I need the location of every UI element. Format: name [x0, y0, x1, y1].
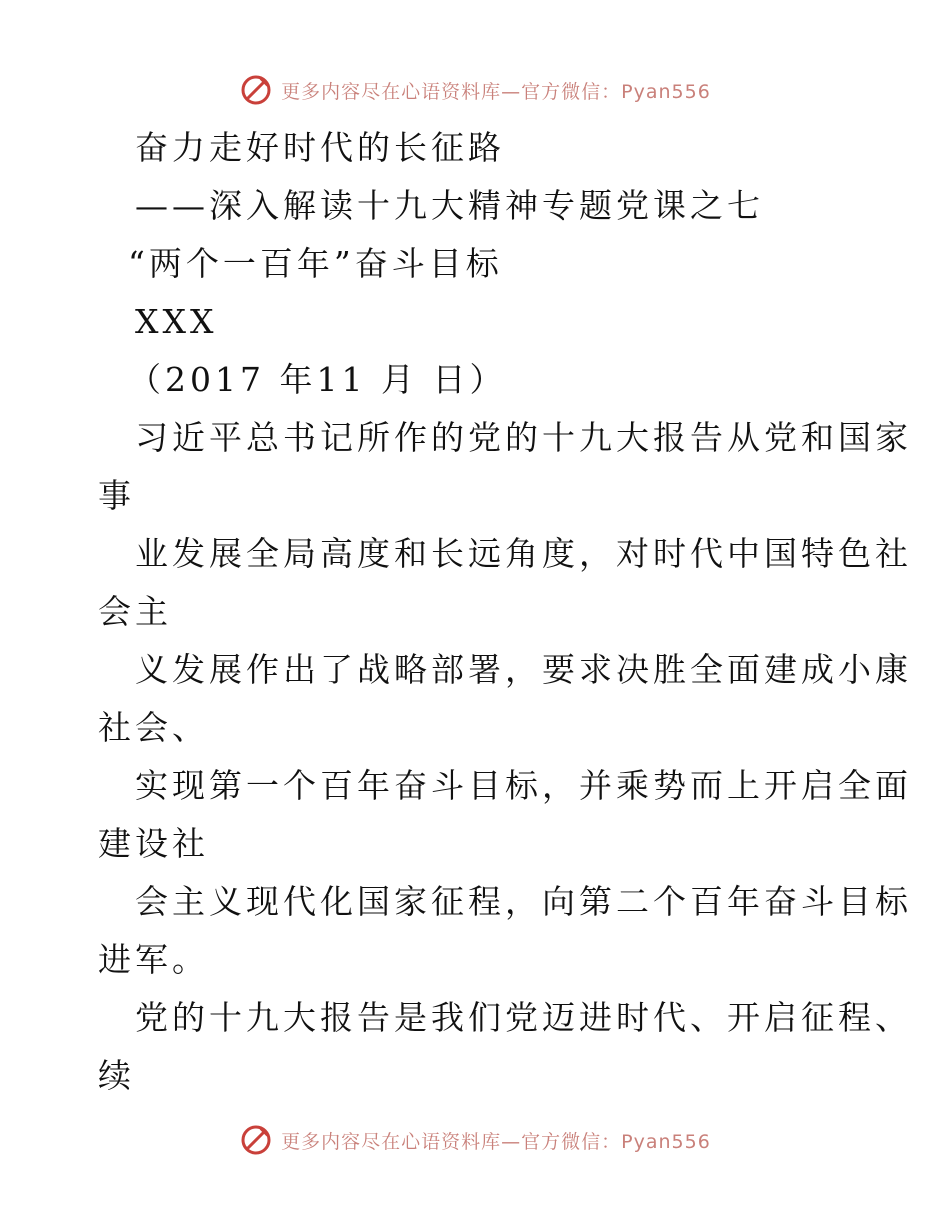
document-title: 奋力走好时代的长征路: [135, 128, 505, 167]
body-line: 业发展全局高度和长远角度，对时代中国特色社: [135, 534, 912, 573]
body-line: 实现第一个百年奋斗目标，并乘势而上开启全面: [135, 766, 912, 805]
body-line: 建设社: [98, 824, 209, 863]
body-line: 进军。: [98, 940, 209, 979]
body-line: 义发展作出了战略部署，要求决胜全面建成小康: [135, 650, 912, 689]
document-topic: “两个一百年”奋斗目标: [128, 244, 503, 283]
body-line: 社会、: [98, 708, 209, 747]
body-line: 事: [98, 476, 135, 515]
body-line: 续: [98, 1056, 135, 1095]
document-subtitle: ——深入解读十九大精神专题党课之七: [135, 186, 764, 225]
body-line: 习近平总书记所作的党的十九大报告从党和国家: [135, 418, 912, 457]
seal-logo-icon: [239, 73, 273, 107]
watermark-banner-top: [0, 70, 950, 110]
seal-logo-icon: [239, 1123, 273, 1157]
body-line: 党的十九大报告是我们党迈进时代、开启征程、: [135, 998, 912, 1037]
document-date: （2017 年11 月 日）: [128, 360, 507, 399]
body-line: 会主: [98, 592, 172, 631]
watermark-text: 更多内容尽在心语资料库—官方微信：Pyan556: [281, 80, 711, 103]
body-line: 会主义现代化国家征程，向第二个百年奋斗目标: [135, 882, 912, 921]
document-author: XXX: [135, 302, 218, 341]
watermark-banner-bottom: [0, 1120, 950, 1160]
watermark-text: 更多内容尽在心语资料库—官方微信：Pyan556: [281, 1130, 711, 1153]
